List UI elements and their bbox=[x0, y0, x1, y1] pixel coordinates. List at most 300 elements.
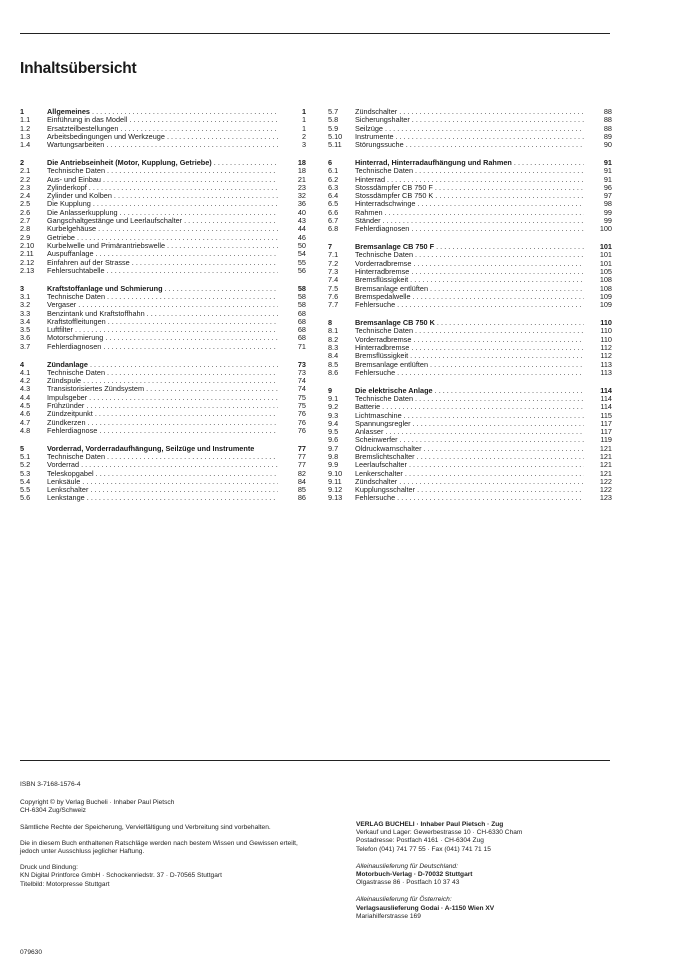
entry-number: 2.12 bbox=[20, 257, 35, 267]
entry-number: 6.5 bbox=[328, 199, 339, 209]
entry-page: 123 bbox=[599, 493, 612, 503]
entry-title: Rahmen . . . bbox=[355, 209, 584, 217]
toc-entry bbox=[328, 209, 612, 217]
entry-number: 3.5 bbox=[20, 325, 31, 335]
toc-section bbox=[20, 159, 306, 275]
section-page: 58 bbox=[297, 283, 306, 293]
section-number: 6 bbox=[328, 157, 333, 167]
toc-entry bbox=[20, 301, 306, 309]
entry-title: Luftfilter . . . bbox=[47, 326, 278, 334]
entry-page: 108 bbox=[599, 283, 612, 293]
toc-section bbox=[328, 319, 612, 377]
entry-page: 68 bbox=[297, 308, 306, 318]
toc-entry bbox=[20, 259, 306, 267]
entry-number: 9.5 bbox=[328, 427, 339, 437]
entry-number: 9.8 bbox=[328, 451, 339, 461]
entry-number: 9.11 bbox=[328, 476, 342, 486]
entry-title: Lenkerschalter . . . bbox=[355, 470, 584, 478]
imprint-code: 079630 bbox=[20, 949, 43, 956]
entry-page: 50 bbox=[297, 240, 306, 250]
publisher-sales: Verkauf und Lager: Gewerbestrasse 10 · CH-6330 Cham bbox=[356, 829, 523, 837]
toc-entry bbox=[328, 395, 612, 403]
entry-title: Zylinderkopf . . . bbox=[47, 184, 278, 192]
entry-number: 2.7 bbox=[20, 216, 31, 226]
toc-entry bbox=[328, 352, 612, 360]
toc-entry bbox=[328, 125, 612, 133]
entry-number: 9.12 bbox=[328, 485, 343, 495]
entry-page: 109 bbox=[599, 300, 612, 310]
section-title: Hinterrad, Hinterradaufhängung und Rahmen . . . bbox=[355, 159, 584, 167]
entry-number: 6.1 bbox=[328, 166, 339, 176]
entry-title: Spannungsregler . . . bbox=[355, 420, 584, 428]
entry-page: 113 bbox=[600, 359, 612, 369]
entry-page: 88 bbox=[603, 123, 612, 133]
entry-page: 68 bbox=[297, 325, 306, 335]
entry-number: 8.4 bbox=[328, 351, 339, 361]
entry-number: 3.6 bbox=[20, 333, 31, 343]
entry-title: Auspuffanlage . . . bbox=[47, 250, 278, 258]
entry-number: 8.1 bbox=[328, 326, 339, 336]
entry-number: 5.6 bbox=[20, 493, 31, 503]
toc-entry bbox=[328, 369, 612, 377]
printer: KN Digital Printforce GmbH · Schockenriedstr. 37 · D-70565 Stuttgart bbox=[20, 872, 222, 880]
section-title: Die Antriebseinheit (Motor, Kupplung, Getriebe) . . . bbox=[47, 159, 278, 167]
entry-page: 115 bbox=[600, 410, 612, 420]
entry-number: 4.4 bbox=[20, 392, 31, 402]
toc-entry bbox=[328, 436, 612, 444]
entry-title: Technische Daten . . . bbox=[47, 453, 278, 461]
section-title: Kraftstoffanlage und Schmierung . . . bbox=[47, 285, 278, 293]
entry-page: 32 bbox=[297, 191, 306, 201]
entry-title: Zündkerzen . . . bbox=[47, 419, 278, 427]
entry-number: 5.9 bbox=[328, 123, 339, 133]
section-heading bbox=[20, 445, 306, 453]
toc-entry bbox=[328, 412, 612, 420]
entry-number: 2.9 bbox=[20, 232, 31, 242]
section-number: 4 bbox=[20, 359, 25, 369]
disclaimer-line-1: Die in diesem Buch enthaltenen Ratschläge werden nach bestem Wissen und Gewissen erteilt, bbox=[20, 839, 298, 847]
toc-entry bbox=[20, 167, 306, 175]
entry-number: 5.7 bbox=[328, 107, 339, 116]
entry-title: Transistorisiertes Zündsystem . . . bbox=[47, 385, 278, 393]
entry-title: Die Kupplung . . . bbox=[47, 200, 278, 208]
entry-number: 1.1 bbox=[20, 115, 31, 125]
entry-title: Technische Daten . . . bbox=[47, 167, 278, 175]
entry-page: 112 bbox=[600, 342, 612, 352]
toc-entry bbox=[328, 327, 612, 335]
toc-entry bbox=[20, 326, 306, 334]
entry-number: 3.2 bbox=[20, 300, 31, 310]
toc-entry bbox=[328, 403, 612, 411]
entry-title: Lichtmaschine . . . bbox=[355, 412, 584, 420]
toc-entry bbox=[20, 200, 306, 208]
entry-title: Seilzüge . . . bbox=[355, 125, 584, 133]
entry-page: 110 bbox=[600, 326, 612, 336]
section-page: 91 bbox=[603, 157, 612, 167]
entry-number: 9.1 bbox=[328, 393, 339, 403]
entry-page: 23 bbox=[297, 182, 306, 192]
entry-page: 73 bbox=[297, 367, 306, 377]
toc-entry bbox=[20, 385, 306, 393]
entry-number: 9.9 bbox=[328, 460, 339, 470]
toc-entry bbox=[328, 116, 612, 124]
entry-number: 2.11 bbox=[20, 249, 34, 259]
entry-title: Fehlersuchtabelle . . . bbox=[47, 267, 278, 275]
toc-entry bbox=[20, 192, 306, 200]
toc-entry bbox=[328, 361, 612, 369]
section-number: 9 bbox=[328, 385, 333, 395]
entry-page: 54 bbox=[297, 249, 306, 259]
entry-number: 6.3 bbox=[328, 182, 339, 192]
entry-title: Bremsanlage entlüften . . . bbox=[355, 285, 584, 293]
entry-number: 7.5 bbox=[328, 283, 339, 293]
bottom-rule bbox=[20, 760, 610, 761]
entry-number: 2.6 bbox=[20, 207, 31, 217]
entry-number: 5.1 bbox=[20, 451, 31, 461]
toc-entry bbox=[20, 133, 306, 141]
entry-number: 6.6 bbox=[328, 207, 339, 217]
entry-page: 105 bbox=[599, 267, 612, 277]
toc-entry bbox=[20, 141, 306, 149]
entry-title: Bremsanlage entlüften . . . bbox=[355, 361, 584, 369]
entry-title: Vorderradbremse . . . bbox=[355, 336, 584, 344]
toc-left-column bbox=[20, 108, 306, 512]
toc-section bbox=[20, 445, 306, 503]
toc-section bbox=[20, 285, 306, 351]
entry-page: 99 bbox=[603, 216, 612, 226]
entry-number: 6.7 bbox=[328, 216, 339, 226]
entry-title: Bremspedalwelle . . . bbox=[355, 293, 584, 301]
toc-entry bbox=[20, 402, 306, 410]
entry-title: Vorderradbremse . . . bbox=[355, 260, 584, 268]
entry-title: Aus- und Einbau . . . bbox=[47, 176, 278, 184]
entry-page: 40 bbox=[297, 207, 306, 217]
toc-entry bbox=[20, 250, 306, 258]
toc-section bbox=[20, 108, 306, 149]
entry-page: 98 bbox=[603, 199, 612, 209]
entry-number: 3.7 bbox=[20, 341, 31, 351]
toc-entry bbox=[328, 461, 612, 469]
entry-page: 84 bbox=[297, 476, 306, 486]
toc-entry bbox=[20, 453, 306, 461]
entry-page: 86 bbox=[297, 493, 306, 503]
section-number: 1 bbox=[20, 107, 25, 116]
toc-entry bbox=[328, 251, 612, 259]
toc-entry bbox=[20, 242, 306, 250]
toc-entry bbox=[20, 293, 306, 301]
entry-number: 7.7 bbox=[328, 300, 339, 310]
toc-entry bbox=[328, 141, 612, 149]
toc-entry bbox=[20, 369, 306, 377]
entry-title: Batterie . . . bbox=[355, 403, 584, 411]
toc-entry bbox=[20, 334, 306, 342]
entry-page: 74 bbox=[297, 376, 306, 386]
germany-heading: Alleinauslieferung für Deutschland: bbox=[356, 862, 458, 870]
section-heading bbox=[20, 361, 306, 369]
entry-number: 5.4 bbox=[20, 476, 31, 486]
entry-title: Fehlersuche . . . bbox=[355, 369, 584, 377]
entry-number: 5.8 bbox=[328, 115, 339, 125]
entry-number: 7.2 bbox=[328, 258, 339, 268]
entry-number: 5.2 bbox=[20, 460, 31, 470]
entry-number: 7.3 bbox=[328, 267, 339, 277]
entry-number: 8.3 bbox=[328, 342, 339, 352]
entry-number: 2.2 bbox=[20, 174, 31, 184]
toc-entry bbox=[20, 343, 306, 351]
entry-number: 5.11 bbox=[328, 140, 342, 150]
section-title: Zündanlage . . . bbox=[47, 361, 278, 369]
entry-page: 91 bbox=[603, 166, 612, 176]
entry-number: 4.3 bbox=[20, 384, 31, 394]
entry-page: 96 bbox=[603, 182, 612, 192]
toc-entry bbox=[328, 486, 612, 494]
entry-page: 88 bbox=[603, 115, 612, 125]
germany-name: Motorbuch-Verlag · D-70032 Stuttgart bbox=[356, 871, 473, 879]
entry-title: Bremslichtschalter . . . bbox=[355, 453, 584, 461]
entry-title: Instrumente . . . bbox=[355, 133, 584, 141]
entry-number: 5.3 bbox=[20, 468, 31, 478]
entry-page: 99 bbox=[603, 207, 612, 217]
entry-number: 1.4 bbox=[20, 140, 31, 150]
entry-page: 68 bbox=[297, 333, 306, 343]
entry-title: Hinterradbremse . . . bbox=[355, 344, 584, 352]
entry-title: Zündschalter . . . bbox=[355, 108, 584, 116]
toc-entry bbox=[328, 428, 612, 436]
entry-number: 2.1 bbox=[20, 166, 31, 176]
entry-page: 18 bbox=[297, 166, 306, 176]
entry-title: Motorschmierung . . . bbox=[47, 334, 278, 342]
entry-number: 3.4 bbox=[20, 316, 31, 326]
section-title: Allgemeines . . . bbox=[47, 108, 278, 116]
entry-number: 8.2 bbox=[328, 334, 339, 344]
entry-number: 2.10 bbox=[20, 240, 35, 250]
cover-credit: Titelbild: Motorpresse Stuttgart bbox=[20, 880, 110, 888]
entry-number: 9.10 bbox=[328, 468, 343, 478]
toc-entry bbox=[20, 394, 306, 402]
entry-page: 46 bbox=[297, 232, 306, 242]
entry-page: 58 bbox=[297, 300, 306, 310]
entry-title: Ersatzteilbestellungen . . . bbox=[47, 125, 278, 133]
entry-page: 74 bbox=[297, 384, 306, 394]
entry-title: Kurbelwelle und Primärantriebswelle . . . bbox=[47, 242, 278, 250]
entry-page: 75 bbox=[297, 401, 306, 410]
entry-title: Technische Daten . . . bbox=[355, 395, 584, 403]
entry-page: 88 bbox=[603, 107, 612, 116]
section-title: Bremsanlage CB 750 F . . . bbox=[355, 243, 584, 251]
entry-title: Fehlersuche . . . bbox=[355, 494, 584, 502]
entry-page: 114 bbox=[600, 393, 612, 403]
entry-title: Fehlerdiagnose . . . bbox=[47, 427, 278, 435]
toc-entry bbox=[20, 486, 306, 494]
toc-section bbox=[328, 108, 612, 149]
entry-title: Die Anlasserkupplung . . . bbox=[47, 209, 278, 217]
toc-entry bbox=[328, 260, 612, 268]
entry-page: 56 bbox=[297, 265, 306, 275]
entry-page: 109 bbox=[599, 291, 612, 301]
isbn: ISBN 3-7168-1576-4 bbox=[20, 781, 81, 788]
entry-page: 117 bbox=[600, 418, 612, 428]
entry-page: 68 bbox=[297, 316, 306, 326]
section-heading bbox=[328, 243, 612, 251]
entry-title: Technische Daten . . . bbox=[355, 167, 584, 175]
entry-number: 4.6 bbox=[20, 409, 31, 419]
entry-page: 21 bbox=[297, 174, 306, 184]
entry-title: Lenksäule . . . bbox=[47, 478, 278, 486]
toc-entry bbox=[328, 108, 612, 116]
imprint-block bbox=[20, 781, 298, 889]
section-page: 114 bbox=[600, 385, 612, 395]
entry-title: Technische Daten . . . bbox=[355, 327, 584, 335]
section-page: 77 bbox=[297, 443, 306, 453]
entry-page: 121 bbox=[599, 451, 612, 461]
entry-title: Fehlerdiagnosen . . . bbox=[47, 343, 278, 351]
entry-title: Bremsflüssigkeit . . . bbox=[355, 276, 584, 284]
entry-title: Sicherungshalter . . . bbox=[355, 116, 584, 124]
entry-page: 89 bbox=[603, 131, 612, 141]
entry-page: 85 bbox=[297, 485, 306, 495]
section-heading bbox=[328, 319, 612, 327]
toc-entry bbox=[328, 301, 612, 309]
entry-number: 4.2 bbox=[20, 376, 31, 386]
entry-title: Vergaser . . . bbox=[47, 301, 278, 309]
toc-entry bbox=[20, 419, 306, 427]
section-page: 1 bbox=[301, 107, 306, 116]
entry-number: 8.6 bbox=[328, 367, 339, 377]
entry-page: 1 bbox=[301, 115, 306, 125]
entry-page: 108 bbox=[599, 275, 612, 285]
publisher-postal: Postadresse: Postfach 4161 · CH-6304 Zug bbox=[356, 837, 484, 845]
entry-title: Fehlerdiagnosen . . . bbox=[355, 225, 584, 233]
entry-title: Technische Daten . . . bbox=[355, 251, 584, 259]
toc-entry bbox=[20, 318, 306, 326]
toc-entry bbox=[20, 225, 306, 233]
toc-entry bbox=[328, 293, 612, 301]
entry-number: 7.6 bbox=[328, 291, 339, 301]
section-number: 3 bbox=[20, 283, 25, 293]
entry-number: 2.8 bbox=[20, 224, 31, 234]
entry-title: Bremsflüssigkeit . . . bbox=[355, 352, 584, 360]
entry-page: 58 bbox=[297, 291, 306, 301]
entry-title: Ständer . . . bbox=[355, 217, 584, 225]
entry-page: 76 bbox=[297, 417, 306, 427]
toc-entry bbox=[20, 176, 306, 184]
toc-entry bbox=[20, 209, 306, 217]
toc-entry bbox=[20, 427, 306, 435]
toc-entry bbox=[328, 445, 612, 453]
entry-title: Arbeitsbedingungen und Werkzeuge . . . bbox=[47, 133, 278, 141]
entry-page: 121 bbox=[599, 468, 612, 478]
entry-number: 5.10 bbox=[328, 131, 343, 141]
toc-entry bbox=[20, 217, 306, 225]
toc-entry bbox=[328, 225, 612, 233]
entry-number: 3.3 bbox=[20, 308, 31, 318]
section-title: Bremsanlage CB 750 K . . . bbox=[355, 319, 584, 327]
germany-address: Olgastrasse 86 · Postfach 10 37 43 bbox=[356, 879, 460, 887]
entry-title: Lenkschalter . . . bbox=[47, 486, 278, 494]
section-page: 110 bbox=[600, 318, 612, 328]
entry-number: 4.1 bbox=[20, 367, 31, 377]
entry-title: Stossdämpfer CB 750 F . . . bbox=[355, 184, 584, 192]
entry-page: 91 bbox=[603, 174, 612, 184]
entry-page: 97 bbox=[603, 191, 612, 201]
toc-section bbox=[20, 361, 306, 436]
section-heading bbox=[328, 159, 612, 167]
entry-page: 101 bbox=[599, 258, 612, 268]
section-title: Vorderrad, Vorderradaufhängung, Seilzüge und Instrumente bbox=[47, 443, 255, 453]
entry-page: 77 bbox=[297, 460, 306, 470]
entry-page: 1 bbox=[301, 123, 306, 133]
entry-page: 121 bbox=[599, 443, 612, 453]
toc-entry bbox=[20, 267, 306, 275]
entry-title: Öldruckwarnschalter . . . bbox=[355, 445, 584, 453]
entry-number: 2.4 bbox=[20, 191, 31, 201]
toc-entry bbox=[328, 470, 612, 478]
toc-entry bbox=[328, 268, 612, 276]
entry-title: Zündzeitpunkt . . . bbox=[47, 410, 278, 418]
entry-number: 7.4 bbox=[328, 275, 339, 285]
entry-page: 71 bbox=[297, 341, 306, 351]
entry-page: 113 bbox=[600, 367, 612, 377]
section-heading bbox=[20, 159, 306, 167]
toc-entry bbox=[328, 217, 612, 225]
entry-title: Einfahren auf der Strasse . . . bbox=[47, 259, 278, 267]
entry-title: Leerlaufschalter . . . bbox=[355, 461, 584, 469]
entry-number: 4.5 bbox=[20, 401, 31, 410]
entry-number: 9.7 bbox=[328, 443, 339, 453]
disclaimer-line-2: jedoch unter Ausschluss jeglicher Haftung. bbox=[20, 848, 145, 856]
entry-page: 43 bbox=[297, 216, 306, 226]
entry-title: Hinterrad . . . bbox=[355, 176, 584, 184]
section-number: 7 bbox=[328, 242, 333, 252]
entry-number: 5.5 bbox=[20, 485, 31, 495]
toc-entry bbox=[20, 184, 306, 192]
toc-entry bbox=[328, 133, 612, 141]
toc-section bbox=[328, 159, 612, 234]
entry-title: Zündschalter . . . bbox=[355, 478, 584, 486]
entry-number: 4.8 bbox=[20, 425, 31, 435]
copyright-place: CH-6304 Zug/Schweiz bbox=[20, 807, 86, 815]
entry-number: 9.6 bbox=[328, 435, 339, 445]
entry-title: Technische Daten . . . bbox=[47, 293, 278, 301]
entry-page: 77 bbox=[297, 451, 306, 461]
section-heading bbox=[20, 285, 306, 293]
austria-name: Verlagsauslieferung Godai · A-1150 Wien XV bbox=[356, 904, 495, 912]
entry-page: 90 bbox=[603, 140, 612, 150]
entry-title: Einführung in das Modell . . . bbox=[47, 116, 278, 124]
austria-heading: Alleinauslieferung für Österreich: bbox=[356, 896, 452, 904]
entry-number: 7.1 bbox=[328, 250, 339, 260]
toc-section bbox=[328, 243, 612, 309]
toc-entry bbox=[328, 184, 612, 192]
toc-entry bbox=[328, 285, 612, 293]
entry-title: Kurbelgehäuse . . . bbox=[47, 225, 278, 233]
entry-number: 9.13 bbox=[328, 493, 343, 503]
austria-address: Mariahilferstrasse 169 bbox=[356, 912, 421, 920]
entry-title: Kupplungsschalter . . . bbox=[355, 486, 584, 494]
entry-title: Zündspule . . . bbox=[47, 377, 278, 385]
entry-title: Technische Daten . . . bbox=[47, 369, 278, 377]
entry-number: 8.5 bbox=[328, 359, 339, 369]
entry-number: 9.2 bbox=[328, 402, 339, 412]
toc-entry bbox=[20, 310, 306, 318]
entry-title: Vorderrad . . . bbox=[47, 461, 278, 469]
section-number: 8 bbox=[328, 318, 333, 328]
section-heading bbox=[20, 108, 306, 116]
entry-page: 55 bbox=[297, 257, 306, 267]
entry-title: Impulsgeber . . . bbox=[47, 394, 278, 402]
entry-number: 1.3 bbox=[20, 131, 31, 141]
toc-entry bbox=[328, 344, 612, 352]
